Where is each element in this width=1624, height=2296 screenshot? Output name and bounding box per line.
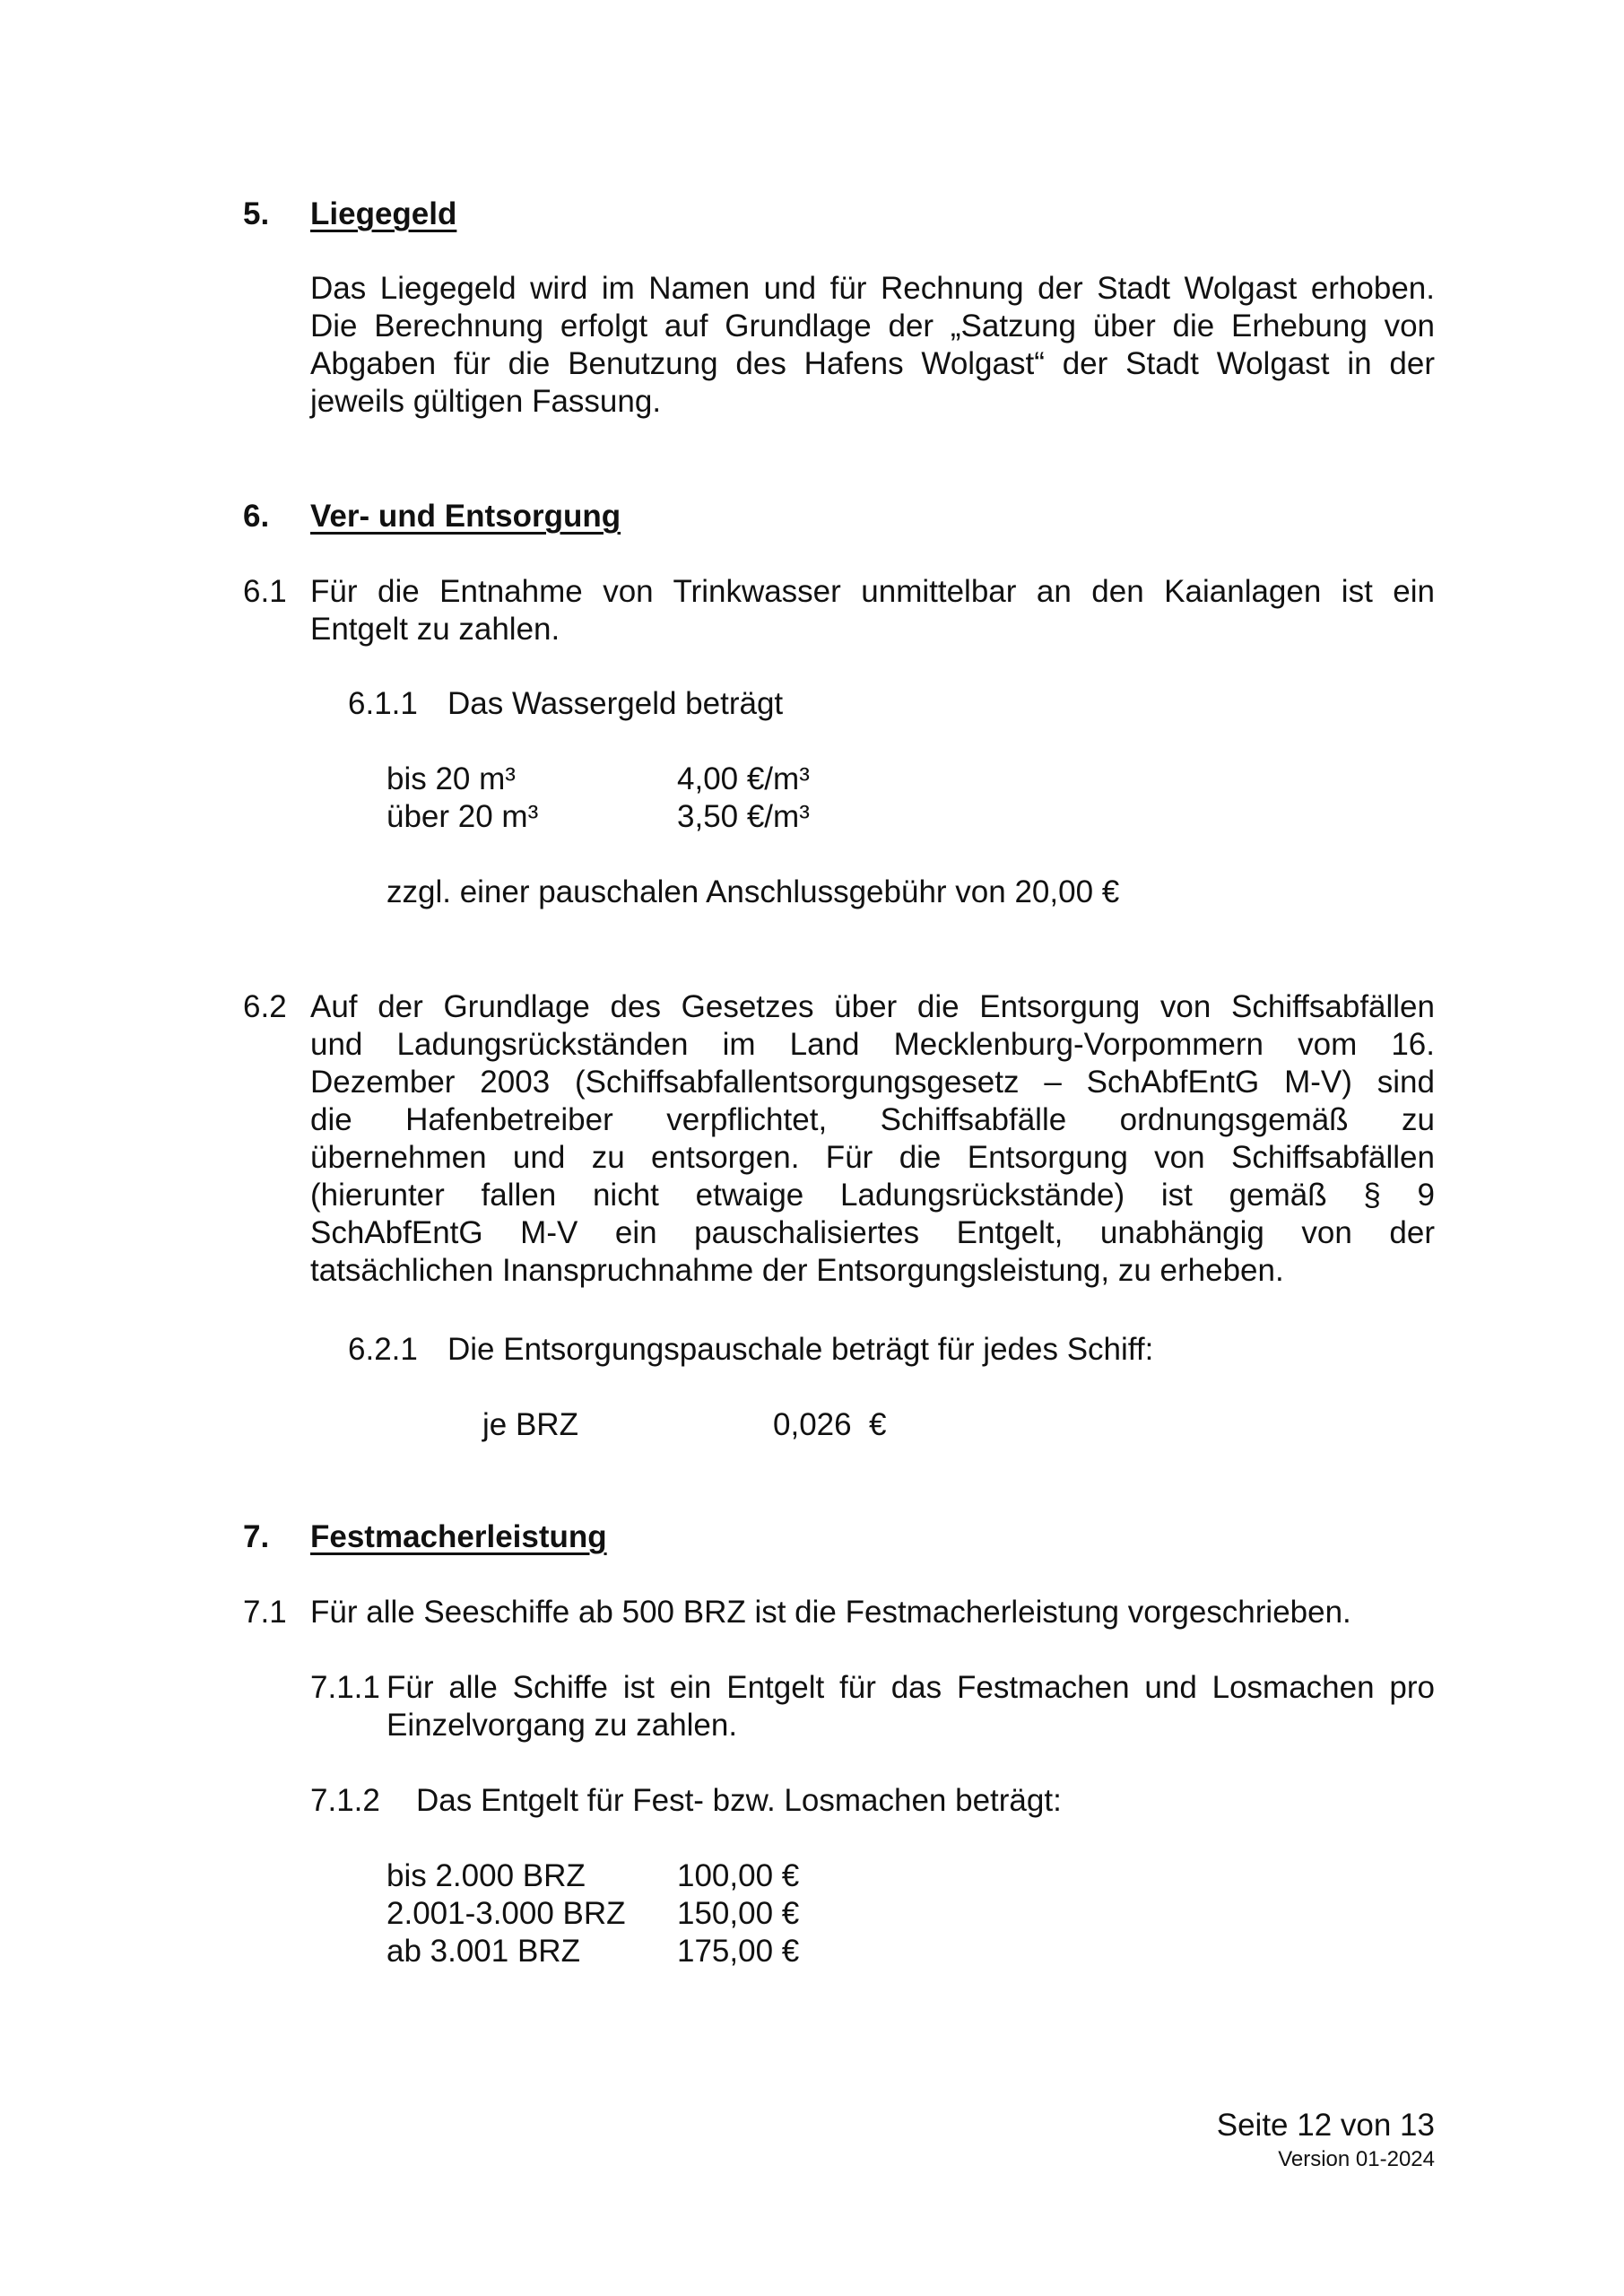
paragraph-line: Für alle Schiffe ist ein Entgelt für das Festmachen und Losmachen pro bbox=[386, 1670, 1435, 1705]
paragraph-line: Dezember 2003 (Schiffsabfallentsorgungsgesetz – SchAbfEntG M-V) sind bbox=[310, 1065, 1435, 1100]
mooring-row-label: bis 2.000 BRZ bbox=[386, 1858, 586, 1893]
clause-7-1-1-text bbox=[386, 1669, 1435, 1744]
clause-6-1-text bbox=[310, 573, 1435, 648]
mooring-row-value: 175,00 € bbox=[677, 1934, 800, 1969]
clause-6-2-1-number: 6.2.1 bbox=[348, 1332, 418, 1367]
water-row-value: 3,50 €/m³ bbox=[677, 799, 810, 834]
clause-6-1-1-number: 6.1.1 bbox=[348, 686, 418, 721]
paragraph-line: und Ladungsrückständen im Land Mecklenburg-Vorpommern vom 16. bbox=[310, 1027, 1435, 1062]
paragraph-line: SchAbfEntG M-V ein pauschalisiertes Entgelt, unabhängig von der bbox=[310, 1215, 1435, 1250]
clause-6-2-text bbox=[310, 988, 1435, 1290]
mooring-row-value: 100,00 € bbox=[677, 1858, 800, 1893]
waste-row-label: je BRZ bbox=[482, 1407, 578, 1442]
paragraph-line: übernehmen und zu entsorgen. Für die Entsorgung von Schiffsabfällen bbox=[310, 1140, 1435, 1175]
section-7-title: Festmacherleistung bbox=[310, 1519, 607, 1554]
clause-6-1-number: 6.1 bbox=[243, 574, 287, 609]
paragraph-line: Für die Entnahme von Trinkwasser unmittelbar an den Kaianlagen ist ein bbox=[310, 574, 1435, 609]
paragraph-line: (hierunter fallen nicht etwaige Ladungsrückstände) ist gemäß § 9 bbox=[310, 1178, 1435, 1213]
clause-7-1-number: 7.1 bbox=[243, 1595, 287, 1630]
paragraph-line: Auf der Grundlage des Gesetzes über die Entsorgung von Schiffsabfällen bbox=[310, 989, 1435, 1024]
water-connection-fee-note: zzgl. einer pauschalen Anschlussgebühr von 20,00 € bbox=[386, 874, 1120, 909]
water-row-value: 4,00 €/m³ bbox=[677, 761, 810, 796]
water-row-label: bis 20 m³ bbox=[386, 761, 516, 796]
section-6-title: Ver- und Entsorgung bbox=[310, 499, 621, 534]
version-label: Version 01-2024 bbox=[1278, 2147, 1435, 2171]
clause-7-1-1-number: 7.1.1 bbox=[310, 1670, 380, 1705]
paragraph-line: Entgelt zu zahlen. bbox=[310, 612, 560, 647]
paragraph-line: Die Berechnung erfolgt auf Grundlage der „Satzung über die Erhebung von bbox=[310, 309, 1435, 344]
waste-row-value: 0,026 € bbox=[773, 1407, 887, 1442]
clause-7-1-text: Für alle Seeschiffe ab 500 BRZ ist die Festmacherleistung vorgeschrieben. bbox=[310, 1595, 1351, 1630]
paragraph-line: jeweils gültigen Fassung. bbox=[310, 384, 662, 419]
clause-7-1-2-text: Das Entgelt für Fest- bzw. Losmachen beträgt: bbox=[416, 1783, 1062, 1818]
clause-7-1-2-number: 7.1.2 bbox=[310, 1783, 380, 1818]
clause-6-1-1-text: Das Wassergeld beträgt bbox=[447, 686, 784, 721]
paragraph-line: Einzelvorgang zu zahlen. bbox=[386, 1708, 738, 1743]
clause-6-2-1-text: Die Entsorgungspauschale beträgt für jedes Schiff: bbox=[447, 1332, 1154, 1367]
water-row-label: über 20 m³ bbox=[386, 799, 539, 834]
mooring-row-value: 150,00 € bbox=[677, 1896, 800, 1931]
section-5-number: 5. bbox=[243, 196, 270, 231]
page-number: Seite 12 von 13 bbox=[1216, 2108, 1435, 2143]
section-7-number: 7. bbox=[243, 1519, 270, 1554]
paragraph-line: die Hafenbetreiber verpflichtet, Schiffsabfälle ordnungsgemäß zu bbox=[310, 1102, 1435, 1137]
section-6-number: 6. bbox=[243, 499, 270, 534]
paragraph-line: Abgaben für die Benutzung des Hafens Wolgast“ der Stadt Wolgast in der bbox=[310, 346, 1435, 381]
mooring-row-label: ab 3.001 BRZ bbox=[386, 1934, 580, 1969]
paragraph-line: Das Liegegeld wird im Namen und für Rechnung der Stadt Wolgast erhoben. bbox=[310, 271, 1435, 306]
section-5-paragraph bbox=[310, 270, 1435, 421]
paragraph-line: tatsächlichen Inanspruchnahme der Entsorgungsleistung, zu erheben. bbox=[310, 1253, 1284, 1288]
clause-6-2-number: 6.2 bbox=[243, 989, 287, 1024]
mooring-row-label: 2.001-3.000 BRZ bbox=[386, 1896, 626, 1931]
section-5-title: Liegegeld bbox=[310, 196, 457, 231]
